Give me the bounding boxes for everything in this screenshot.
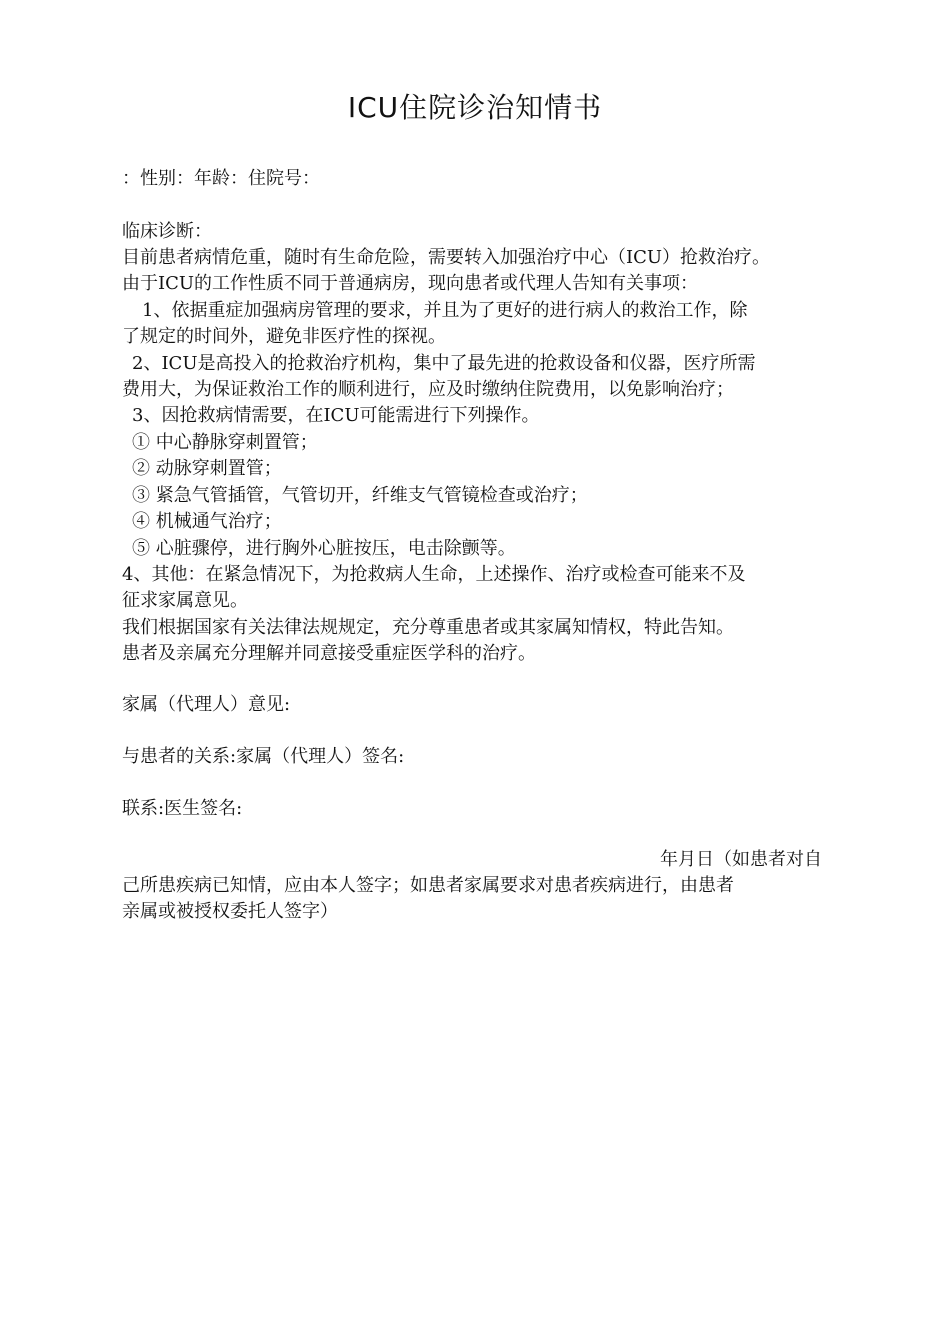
patient-info-line: ：性别：年龄：住院号： xyxy=(122,168,320,189)
procedure-item-1: ① 中心静脉穿刺置管； xyxy=(132,432,318,453)
procedure-item-3: ③ 紧急气管插管，气管切开，纤维支气管镜检查或治疗； xyxy=(132,485,588,506)
item-4-line-1: 4、其他：在紧急情况下，为抢救病人生命，上述操作、治疗或检查可能来不及 xyxy=(122,564,746,585)
item-1-line-1: 1、依据重症加强病房管理的要求，并且为了更好的进行病人的救治工作，除 xyxy=(142,300,748,321)
procedure-item-5: ⑤ 心脏骤停，进行胸外心脏按压，电击除颤等。 xyxy=(132,538,516,559)
date-note-line-2: 己所患疾病已知情，应由本人签字；如患者家属要求对患者疾病进行，由患者 xyxy=(122,875,734,896)
item-2-line-1: 2、ICU是高投入的抢救治疗机构，集中了最先进的抢救设备和仪器，医疗所需 xyxy=(132,353,756,374)
item-1-line-2: 了规定的时间外，避免非医疗性的探视。 xyxy=(122,326,446,347)
procedure-item-4: ④ 机械通气治疗； xyxy=(132,511,282,532)
intro-line-1: 目前患者病情危重，随时有生命危险，需要转入加强治疗中心（ICU）抢救治疗。 xyxy=(122,247,771,268)
item-4-line-2: 征求家属意见。 xyxy=(122,590,248,611)
closing-line-2: 患者及亲属充分理解并同意接受重症医学科的治疗。 xyxy=(122,643,536,664)
family-opinion-label: 家属（代理人）意见: xyxy=(122,694,291,715)
date-note-line-3: 亲属或被授权委托人签字） xyxy=(122,901,338,922)
item-3-line: 3、因抢救病情需要，在ICU可能需进行下列操作。 xyxy=(132,405,540,426)
procedure-item-2: ② 动脉穿刺置管； xyxy=(132,458,282,479)
relation-signature-line: 与患者的关系:家属（代理人）签名: xyxy=(122,746,405,767)
document-title: ICU住院诊治知情书 xyxy=(347,91,603,124)
closing-line-1: 我们根据国家有关法律法规规定，充分尊重患者或其家属知情权，特此告知。 xyxy=(122,617,734,638)
date-note-line-1: 年月日（如患者对自 xyxy=(660,849,822,870)
clinical-diagnosis-label: 临床诊断： xyxy=(122,221,212,242)
intro-line-2: 由于ICU的工作性质不同于普通病房，现向患者或代理人告知有关事项： xyxy=(122,273,699,294)
contact-doctor-signature-line: 联系:医生签名: xyxy=(122,798,243,819)
item-2-line-2: 费用大，为保证救治工作的顺利进行，应及时缴纳住院费用，以免影响治疗； xyxy=(122,379,734,400)
